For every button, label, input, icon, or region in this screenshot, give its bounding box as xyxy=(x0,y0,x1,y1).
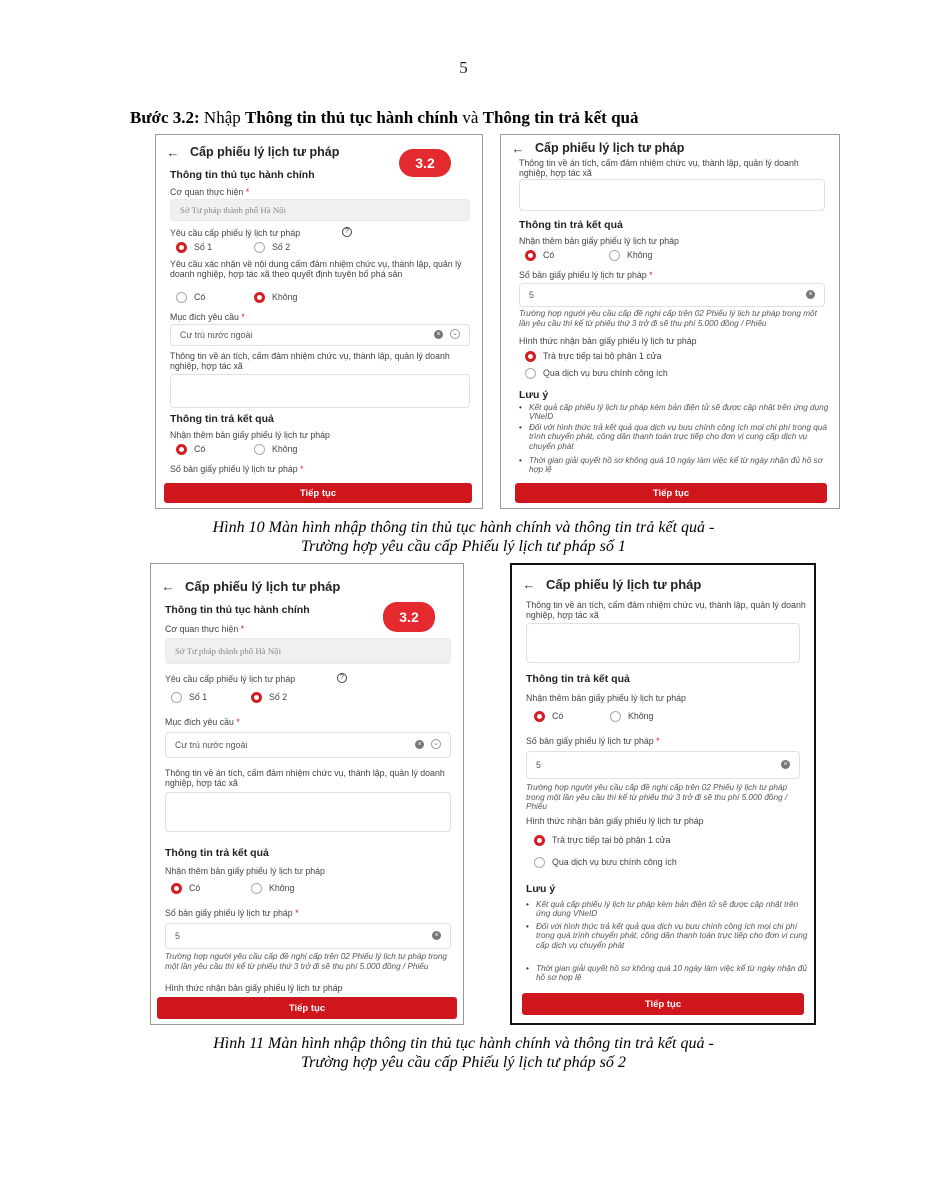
fee-note: Trường hợp người yêu cầu cấp đề nghị cấp trên 02 Phiếu lý lịch tư pháp trong một lần yêu cầu thì kể từ phiếu thứ 3 trở đi sẽ thu phí 5.000 đồng / Phiếu xyxy=(519,309,817,328)
required-mark: * xyxy=(300,464,304,474)
required-mark: * xyxy=(649,270,653,280)
clear-circle-icon[interactable]: × xyxy=(781,760,790,769)
app-title: Cấp phiếu lý lịch tư pháp xyxy=(190,145,340,159)
copies-input[interactable] xyxy=(519,283,825,307)
clear-circle-icon[interactable]: × xyxy=(415,740,424,749)
radio-paper-co[interactable] xyxy=(525,250,536,261)
continue-button[interactable]: Tiếp tục xyxy=(164,483,472,503)
figure-11-caption-line-1: Hình 11 Màn hình nhập thông tin thủ tục hành chính và thông tin trả kết quả - xyxy=(213,1035,714,1052)
purpose-label-text: Mục đích yêu cầu xyxy=(170,312,239,322)
radio-paper-khong-label: Không xyxy=(628,711,654,721)
radio-paper-co[interactable] xyxy=(176,444,187,455)
agency-label xyxy=(165,624,244,634)
required-mark: * xyxy=(656,736,660,746)
note-item-1: • Kết quả cấp phiếu lý lịch tư pháp kèm bản điện tử sẽ được cập nhật trên ứng dụng VNeID xyxy=(526,900,808,919)
copies-label xyxy=(526,736,660,746)
radio-paper-khong[interactable] xyxy=(251,883,262,894)
section-procedure-title: Thông tin thủ tục hành chính xyxy=(170,169,315,181)
copies-label-text: Số bản giấy phiếu lý lịch tư pháp xyxy=(165,908,293,918)
note-item-2: • Đối với hình thức trả kết quả qua dịch vụ bưu chính công ích mọi chi phí trong quá trình chuyển phát, công dân thanh toán trực tiếp cho đơn vị cung cấp dịch vụ chuyển phát xyxy=(526,922,808,950)
continue-button[interactable]: Tiếp tục xyxy=(515,483,827,503)
radio-paper-co-label: Có xyxy=(189,883,201,893)
figure-11-caption xyxy=(0,1034,927,1072)
fee-note: Trường hợp người yêu cầu cấp đề nghị cấp trên 02 Phiếu lý lịch tư pháp trong một lần yêu cầu thì kể từ phiếu thứ 3 trở đi sẽ thu phí 5.000 đồng / Phiếu xyxy=(526,783,788,811)
note-item-3: • Thời gian giải quyết hồ sơ không quá 10 ngày làm việc kể từ ngày nhận đủ hồ sơ hợp lệ xyxy=(519,456,829,475)
radio-confirm-co[interactable] xyxy=(176,292,187,303)
notes-title: Lưu ý xyxy=(519,389,549,401)
section-result-title: Thông tin trả kết quả xyxy=(165,847,269,859)
criminal-info-textarea[interactable] xyxy=(165,792,451,832)
purpose-value: Cư trú nước ngoài xyxy=(175,740,248,750)
clear-circle-icon[interactable]: × xyxy=(432,931,441,940)
criminal-info-label: Thông tin về án tích, cấm đảm nhiệm chức vụ, thành lập, quản lý doanh nghiệp, hợp tác xã xyxy=(165,768,445,788)
arrow-left-icon[interactable]: ← xyxy=(511,140,525,156)
purpose-value: Cư trú nước ngoài xyxy=(180,330,253,340)
arrow-left-icon[interactable]: ← xyxy=(166,144,180,160)
agency-value: Sở Tư pháp thành phố Hà Nội xyxy=(175,646,282,656)
section-result-title: Thông tin trả kết quả xyxy=(170,413,274,425)
page-number: 5 xyxy=(459,58,468,77)
arrow-left-icon[interactable]: ← xyxy=(522,576,536,592)
agency-value: Sở Tư pháp thành phố Hà Nội xyxy=(180,205,287,215)
criminal-info-label: Thông tin về án tích, cấm đảm nhiệm chức vụ, thành lập, quản lý doanh nghiệp, hợp tác xã xyxy=(170,351,450,371)
criminal-info-textarea[interactable] xyxy=(519,179,825,211)
request-type-label xyxy=(170,228,300,238)
radio-so2[interactable] xyxy=(251,692,262,703)
radio-paper-khong[interactable] xyxy=(254,444,265,455)
screen-fig10-right xyxy=(500,134,840,509)
confirm-label: Yêu cầu xác nhận về nội dung cấm đảm nhiệm chức vụ, thành lập, quản lý doanh nghiệp, hợp tác xã theo quyết định tuyên bố phá sản xyxy=(170,259,462,279)
step-heading-bold-2: Thông tin trả kết quả xyxy=(482,108,639,127)
copies-input[interactable] xyxy=(526,751,800,779)
radio-so2[interactable] xyxy=(254,242,265,253)
request-type-label-text: Yêu cầu cấp phiếu lý lịch tư pháp xyxy=(170,228,301,238)
step-badge: 3.2 xyxy=(399,149,451,177)
paper-copy-label: Nhận thêm bản giấy phiếu lý lịch tư pháp xyxy=(519,236,679,246)
radio-delivery-post[interactable] xyxy=(534,857,545,868)
radio-paper-co-label: Có xyxy=(543,250,555,260)
radio-confirm-co-label: Có xyxy=(194,292,206,302)
radio-confirm-khong[interactable] xyxy=(254,292,265,303)
step-heading-text-1: Nhập xyxy=(199,108,245,127)
purpose-label xyxy=(165,717,240,727)
copies-value: 5 xyxy=(536,760,541,770)
copies-input[interactable] xyxy=(165,923,451,949)
purpose-select[interactable] xyxy=(170,324,470,346)
question-circle-icon[interactable]: ? xyxy=(337,673,347,683)
chevron-down-icon[interactable]: ⌄ xyxy=(450,329,460,339)
criminal-info-label: Thông tin về án tích, cấm đảm nhiệm chức vụ, thành lập, quản lý doanh nghiệp, hợp tác xã xyxy=(519,158,799,178)
chevron-down-icon[interactable]: ⌄ xyxy=(431,739,441,749)
app-title: Cấp phiếu lý lịch tư pháp xyxy=(185,578,341,594)
radio-delivery-post-label: Qua dịch vụ bưu chính công ích xyxy=(552,857,677,867)
radio-paper-co-label: Có xyxy=(194,444,206,454)
radio-so1-label: Số 1 xyxy=(194,242,213,252)
radio-so1[interactable] xyxy=(176,242,187,253)
purpose-label-text: Mục đích yêu cầu xyxy=(165,717,234,727)
agency-label-text: Cơ quan thực hiện xyxy=(165,624,239,634)
radio-confirm-khong-label: Không xyxy=(272,292,298,302)
step-badge: 3.2 xyxy=(383,602,435,632)
radio-delivery-direct-label: Trả trực tiếp tại bộ phận 1 cửa xyxy=(552,835,671,845)
copies-value: 5 xyxy=(529,290,534,300)
agency-field xyxy=(170,199,470,221)
delivery-label: Hình thức nhận bản giấy phiếu lý lịch tư pháp xyxy=(165,983,343,993)
screen-fig11-left xyxy=(150,563,464,1025)
radio-delivery-post[interactable] xyxy=(525,368,536,379)
request-type-label xyxy=(165,674,295,684)
continue-button[interactable]: Tiếp tục xyxy=(157,997,457,1019)
continue-button[interactable]: Tiếp tục xyxy=(522,993,804,1015)
copies-label-text: Số bản giấy phiếu lý lịch tư pháp xyxy=(519,270,647,280)
step-heading xyxy=(130,108,639,128)
delivery-label: Hình thức nhận bản giấy phiếu lý lịch tư pháp xyxy=(519,336,697,346)
question-circle-icon[interactable]: ? xyxy=(342,227,352,237)
figure-11-caption-line-2: Trường hợp yêu cầu cấp Phiếu lý lịch tư pháp số 2 xyxy=(301,1054,626,1071)
radio-paper-khong-label: Không xyxy=(269,883,295,893)
radio-paper-co[interactable] xyxy=(534,711,545,722)
app-header xyxy=(512,571,814,597)
radio-paper-khong-label: Không xyxy=(627,250,653,260)
radio-paper-co[interactable] xyxy=(171,883,182,894)
notes-title: Lưu ý xyxy=(526,883,556,895)
step-heading-prefix: Bước 3.2: xyxy=(130,108,200,127)
agency-label-text: Cơ quan thực hiện xyxy=(170,187,244,197)
step-heading-bold-1: Thông tin thủ tục hành chính xyxy=(245,108,459,127)
required-mark: * xyxy=(295,908,299,918)
radio-delivery-direct[interactable] xyxy=(525,351,536,362)
radio-paper-khong[interactable] xyxy=(609,250,620,261)
required-mark: * xyxy=(241,312,245,322)
clear-circle-icon[interactable]: × xyxy=(434,330,443,339)
fee-note: Trường hợp người yêu cầu cấp đề nghị cấp trên 02 Phiếu lý lịch tư pháp trong một lần yêu cầu thì kể từ phiếu thứ 3 trở đi sẽ thu phí 5.000 đồng / Phiếu xyxy=(165,952,447,971)
section-procedure-title: Thông tin thủ tục hành chính xyxy=(165,604,310,616)
paper-copy-label: Nhận thêm bản giấy phiếu lý lịch tư pháp xyxy=(165,866,325,876)
criminal-info-textarea[interactable] xyxy=(170,374,470,408)
radio-so1-label: Số 1 xyxy=(189,692,208,702)
agency-field xyxy=(165,638,451,664)
purpose-select[interactable] xyxy=(165,732,451,758)
required-mark: * xyxy=(245,187,250,197)
app-title: Cấp phiếu lý lịch tư pháp xyxy=(535,141,685,155)
radio-paper-khong[interactable] xyxy=(610,711,621,722)
paper-copy-label: Nhận thêm bản giấy phiếu lý lịch tư pháp xyxy=(526,693,686,703)
screen-fig10-left xyxy=(155,134,483,509)
radio-so1[interactable] xyxy=(171,692,182,703)
app-title: Cấp phiếu lý lịch tư pháp xyxy=(546,576,702,592)
radio-so2-label: Số 2 xyxy=(269,692,288,702)
step-heading-text-2: và xyxy=(458,108,483,127)
copies-label-text: Số bản giấy phiếu lý lịch tư pháp xyxy=(170,464,298,474)
radio-paper-khong-label: Không xyxy=(272,444,298,454)
figure-10-caption xyxy=(0,518,927,556)
radio-so2-label: Số 2 xyxy=(272,242,291,252)
purpose-label xyxy=(170,312,245,322)
request-type-label-text: Yêu cầu cấp phiếu lý lịch tư pháp xyxy=(165,674,296,684)
required-mark: * xyxy=(236,717,240,727)
section-result-title: Thông tin trả kết quả xyxy=(526,673,630,685)
radio-delivery-post-label: Qua dịch vụ bưu chính công ích xyxy=(543,368,668,378)
app-header xyxy=(501,137,839,159)
arrow-left-icon[interactable]: ← xyxy=(161,578,175,594)
agency-label xyxy=(170,187,249,197)
copies-value: 5 xyxy=(175,931,180,941)
note-item-1: • Kết quả cấp phiếu lý lịch tư pháp kèm bản điện tử sẽ được cập nhật trên ứng dụng VNeID xyxy=(519,403,829,422)
note-item-3: • Thời gian giải quyết hồ sơ không quá 10 ngày làm việc kể từ ngày nhận đủ hồ sơ hợp lệ xyxy=(526,964,808,983)
copies-label-text: Số bản giấy phiếu lý lịch tư pháp xyxy=(526,736,654,746)
copies-label xyxy=(165,908,299,918)
criminal-info-label: Thông tin về án tích, cấm đảm nhiệm chức vụ, thành lập, quản lý doanh nghiệp, hợp tác xã xyxy=(526,600,806,620)
section-result-title: Thông tin trả kết quả xyxy=(519,219,623,231)
clear-circle-icon[interactable]: × xyxy=(806,290,815,299)
radio-paper-co-label: Có xyxy=(552,711,564,721)
delivery-label: Hình thức nhận bản giấy phiếu lý lịch tư pháp xyxy=(526,816,704,826)
paper-copy-label: Nhận thêm bản giấy phiếu lý lịch tư pháp xyxy=(170,430,330,440)
figure-10-caption-line-2: Trường hợp yêu cầu cấp Phiếu lý lịch tư pháp số 1 xyxy=(301,538,626,555)
screen-fig11-right xyxy=(510,563,816,1025)
copies-label xyxy=(170,464,304,474)
required-mark: * xyxy=(240,624,245,634)
app-header xyxy=(151,572,463,600)
note-item-2: • Đối với hình thức trả kết quả qua dịch vụ bưu chính công ích mọi chi phí trong quá trình chuyển phát, công dân thanh toán trực tiếp cho đơn vị cung cấp dịch vụ chuyển phát xyxy=(519,423,829,451)
criminal-info-textarea[interactable] xyxy=(526,623,800,663)
radio-delivery-direct[interactable] xyxy=(534,835,545,846)
radio-delivery-direct-label: Trả trực tiếp tại bộ phận 1 cửa xyxy=(543,351,662,361)
figure-10-caption-line-1: Hình 10 Màn hình nhập thông tin thủ tục hành chính và thông tin trả kết quả - xyxy=(212,519,715,536)
copies-label xyxy=(519,270,653,280)
